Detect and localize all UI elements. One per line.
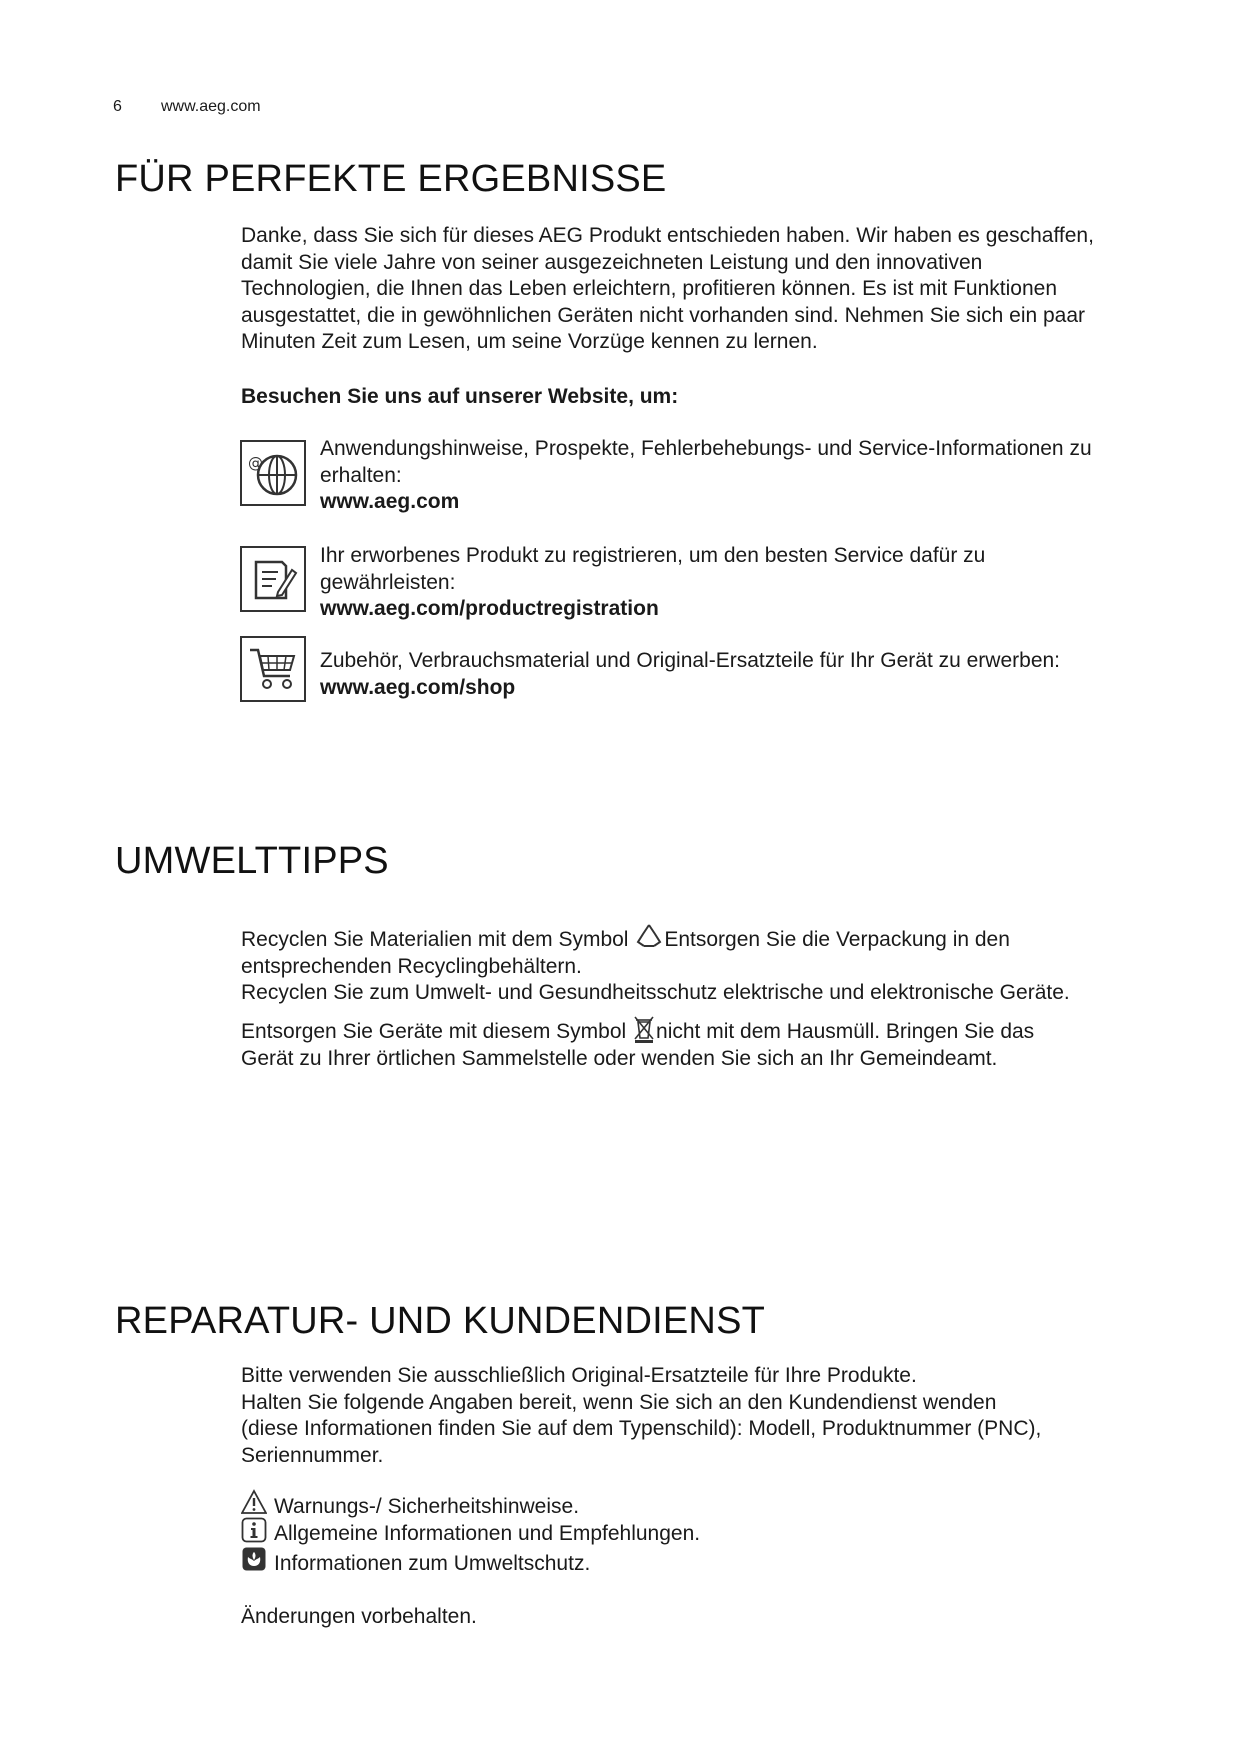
- service-paragraph: [241, 1363, 1141, 1469]
- text-fragment: Recyclen Sie Materialien mit dem Symbol: [241, 928, 629, 951]
- item-text: Ihr erworbenes Produkt zu registrieren, um den besten Service dafür zu: [320, 544, 986, 567]
- recycle-paragraph: [241, 922, 1141, 1007]
- list-item: [241, 436, 1141, 516]
- list-item: [241, 648, 1141, 701]
- intro-line: Technologien, die Ihnen das Leben erleichtern, profitieren können. Es ist mit Funktionen: [241, 277, 1058, 300]
- item-text: Zubehör, Verbrauchsmaterial und Original-Ersatzteile für Ihr Gerät zu erwerben:: [320, 649, 1061, 672]
- legend-environment: Informationen zum Umweltschutz.: [274, 1552, 591, 1575]
- intro-line: Minuten Zeit zum Lesen, um seine Vorzüge kennen zu lernen.: [241, 330, 818, 353]
- section-title-environment: UMWELTTIPPS: [115, 840, 389, 882]
- footer-note: Änderungen vorbehalten.: [241, 1605, 477, 1628]
- text-fragment: Entsorgen Sie die Verpackung in den: [664, 928, 1010, 951]
- section-title-perfect-results: FÜR PERFEKTE ERGEBNISSE: [115, 158, 667, 200]
- text-fragment: nicht mit dem Hausmüll. Bringen Sie das: [656, 1020, 1035, 1043]
- text-line: Bitte verwenden Sie ausschließlich Original-Ersatzteile für Ihre Produkte.: [241, 1364, 917, 1387]
- legend-warning: Warnungs-/ Sicherheitshinweise.: [274, 1495, 580, 1518]
- text-line: Halten Sie folgende Angaben bereit, wenn Sie sich an den Kundendienst wenden: [241, 1390, 997, 1414]
- text-line: entsprechenden Recyclingbehältern.: [241, 954, 582, 978]
- text-line: Gerät zu Ihrer örtlichen Sammelstelle oder wenden Sie sich an Ihr Gemeindeamt.: [241, 1046, 998, 1070]
- crossed-bin-icon: [632, 1014, 656, 1044]
- item-text: erhalten:: [320, 463, 402, 487]
- intro-line: Danke, dass Sie sich für dieses AEG Produkt entschieden haben. Wir haben es geschaffen,: [241, 224, 1094, 247]
- link-shop[interactable]: www.aeg.com/shop: [320, 675, 516, 699]
- legend-info: Allgemeine Informationen und Empfehlungen.: [274, 1522, 701, 1545]
- intro-line: damit Sie viele Jahre von seiner ausgezeichneten Leistung und den innovativen: [241, 250, 983, 274]
- item-text: Anwendungshinweise, Prospekte, Fehlerbehebungs- und Service-Informationen zu: [320, 437, 1092, 460]
- intro-paragraph: [241, 223, 1141, 356]
- page-number: 6: [113, 98, 122, 115]
- header-url[interactable]: www.aeg.com: [161, 98, 261, 115]
- link-product-registration[interactable]: www.aeg.com/productregistration: [320, 597, 659, 620]
- text-line: Recyclen Sie zum Umwelt- und Gesundheitsschutz elektrische und elektronische Geräte.: [241, 981, 1070, 1004]
- section-title-repair-service: REPARATUR- UND KUNDENDIENST: [115, 1300, 766, 1342]
- text-line: (diese Informationen finden Sie auf dem Typenschild): Modell, Produktnummer (PNC),: [241, 1417, 1042, 1440]
- weee-paragraph: [241, 1014, 1141, 1072]
- text-fragment: Entsorgen Sie Geräte mit diesem Symbol: [241, 1020, 627, 1043]
- warning-triangle-icon: [241, 1489, 267, 1515]
- text-line: Seriennummer.: [241, 1443, 384, 1467]
- link-aeg-com[interactable]: www.aeg.com: [320, 490, 460, 513]
- svg-text:@: @: [248, 454, 263, 472]
- visit-heading: Besuchen Sie uns auf unserer Website, um:: [241, 385, 679, 408]
- item-text: gewährleisten:: [320, 570, 456, 594]
- recycling-icon: [634, 922, 664, 952]
- environment-icon: [241, 1546, 267, 1572]
- text-line: [241, 1014, 1141, 1046]
- list-item: [241, 543, 1141, 623]
- text-line: [241, 922, 1141, 954]
- intro-line: ausgestattet, die in gewöhnlichen Geräten nicht vorhanden sind. Nehmen Sie sich ein paar: [241, 303, 1086, 327]
- info-icon: [241, 1517, 267, 1543]
